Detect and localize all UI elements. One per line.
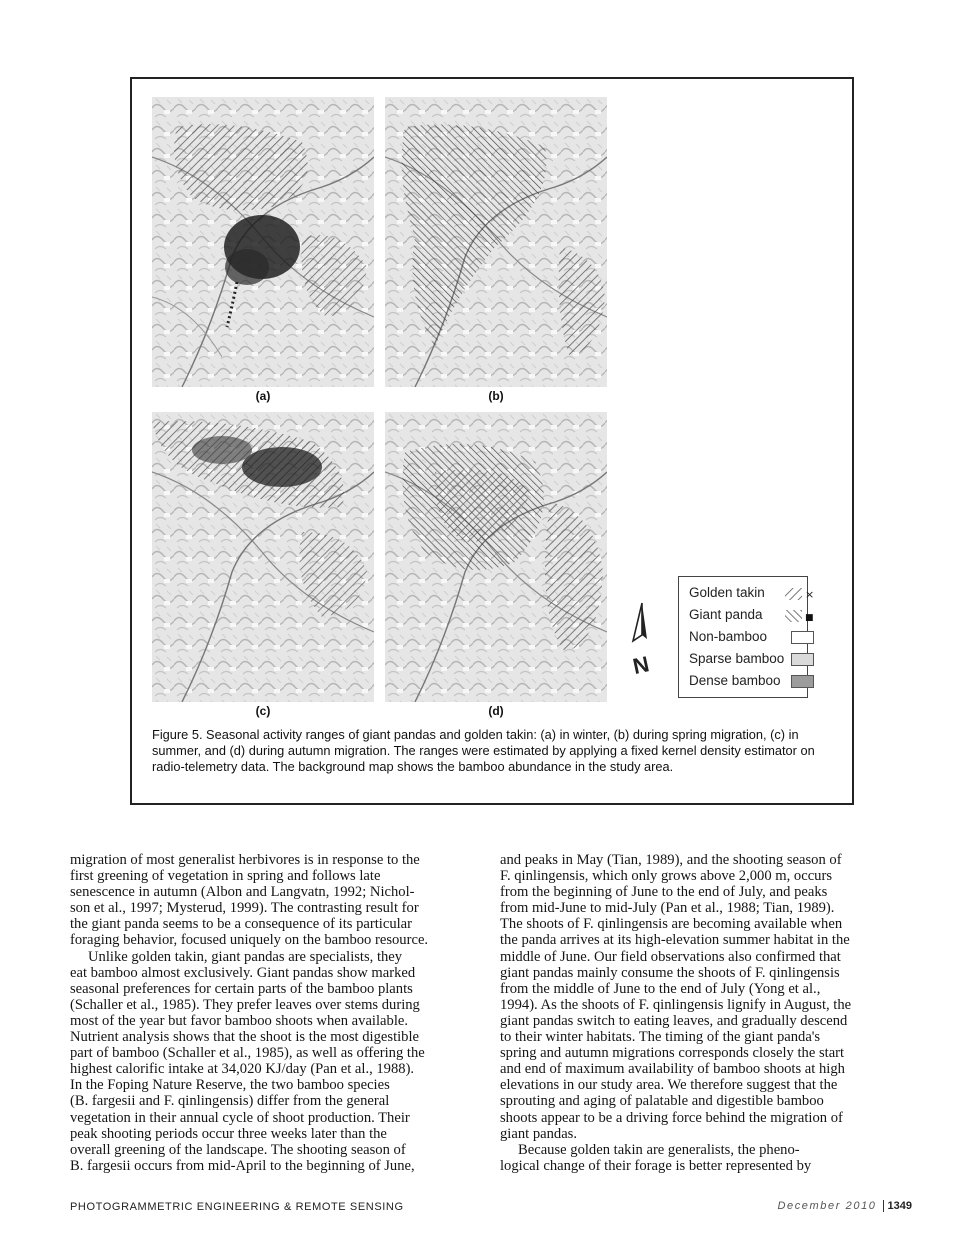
figure-caption: Figure 5. Seasonal activity ranges of giant pandas and golden takin: (a) in winter, (b) during spring migration, (c) in summer, and (d) during autumn migration. The ranges were estimated by applying a fixed kernel density estimator on radio-telemetry data. The background map shows the bamboo abundance in the study area. <box>152 727 815 774</box>
text-line: Nutrient analysis shows that the shoot is the most digestible <box>70 1029 420 1046</box>
text-line: peak shooting periods occur three weeks later than the <box>70 1125 387 1142</box>
text-line: seasonal preferences for certain parts of the bamboo plants <box>70 980 413 997</box>
panda-hatch-swatch <box>785 609 815 628</box>
north-arrow-icon <box>627 601 651 679</box>
text-line: most of the year but favor bamboo shoots when available. <box>70 1012 409 1029</box>
page-number: 1349 <box>883 1200 912 1212</box>
text-line: B. fargesii occurs from mid-April to the beginning of June, <box>70 1157 415 1174</box>
text-line: the giant panda seems to be a consequence of its particular <box>70 916 413 933</box>
text-line: overall greening of the landscape. The shooting season of <box>70 1141 406 1158</box>
map-panel-autumn-migration <box>385 412 607 702</box>
text-line: giant pandas switch to eating leaves, and gradually descend <box>500 1012 848 1029</box>
north-letter: N <box>630 651 651 679</box>
text-line: son et al., 1997; Mysterud, 1999). The contrasting result for <box>70 900 419 917</box>
text-line: F. qinlingensis, which only grows above 2,000 m, occurs <box>500 868 833 885</box>
map-panel-winter <box>152 97 374 387</box>
text-line: giant pandas. <box>500 1125 578 1142</box>
legend-item-giant-panda <box>689 605 814 625</box>
panel-label-a: (a) <box>255 389 271 403</box>
text-line: part of bamboo (Schaller et al., 1985), as well as offering the <box>70 1045 425 1062</box>
issue-date: December 2010 <box>777 1200 877 1212</box>
text-line: first greening of vegetation in spring and follows late <box>70 868 381 885</box>
text-line: (Schaller et al., 1985). They prefer leaves over stems during <box>70 996 420 1013</box>
legend-item-dense-bamboo <box>689 671 809 691</box>
text-line: and end of maximum availability of bamboo shoots at high <box>500 1061 845 1078</box>
text-line: giant pandas mainly consume the shoots of F. qinlingensis <box>500 964 840 981</box>
text-line: highest calorific intake at 34,020 KJ/day (Pan et al., 1988). <box>70 1061 415 1078</box>
legend-label: Dense bamboo <box>689 673 781 688</box>
panel-label-c: (c) <box>255 704 271 718</box>
journal-title: PHOTOGRAMMETRIC ENGINEERING & REMOTE SENSING <box>70 1201 404 1213</box>
text-line: eat bamboo almost exclusively. Giant pandas show marked <box>70 964 416 981</box>
text-line: the panda arrives at its high-elevation summer habitat in the <box>500 932 850 949</box>
legend-item-non-bamboo <box>689 627 809 647</box>
text-line: middle of June. Our field observations also confirmed that <box>500 948 841 965</box>
panel-label-b: (b) <box>488 389 504 403</box>
legend-item-sparse-bamboo <box>689 649 809 669</box>
map-panel-summer <box>152 412 374 702</box>
panel-label-d: (d) <box>488 704 504 718</box>
legend-label: Sparse bamboo <box>689 651 785 666</box>
text-line: from mid-June to mid-July (Pan et al., 1988; Tian, 1989). <box>500 900 835 917</box>
takin-symbol: × <box>805 588 815 601</box>
legend-label: Giant panda <box>689 607 763 622</box>
text-line: Because golden takin are generalists, the pheno- <box>518 1141 800 1158</box>
text-line: The shoots of F. qinlingensis are becoming available when <box>500 916 843 933</box>
non-bamboo-swatch <box>791 631 815 650</box>
legend-label: Golden takin <box>689 585 765 600</box>
text-line: migration of most generalist herbivores is in response to the <box>70 852 420 868</box>
text-line: and peaks in May (Tian, 1989), and the shooting season of <box>500 852 842 868</box>
text-line: sprouting and aging of palatable and digestible bamboo <box>500 1093 824 1110</box>
takin-hatch-swatch <box>785 587 815 606</box>
figure-5 <box>130 77 854 805</box>
text-line: spring and autumn migrations corresponds closely the start <box>500 1045 845 1062</box>
body-column-left <box>70 852 482 1174</box>
text-line: logical change of their forage is better represented by <box>500 1157 812 1174</box>
page-footer <box>777 1200 912 1212</box>
text-line: to their winter habitats. The timing of the giant panda's <box>500 1029 821 1046</box>
text-line: from the beginning of June to the end of July, and peaks <box>500 884 828 901</box>
text-line: senescence in autumn (Albon and Langvatn, 1992; Nichol- <box>70 884 415 901</box>
sparse-bamboo-swatch <box>791 653 815 672</box>
legend-label: Non-bamboo <box>689 629 768 644</box>
text-line: (B. fargesii and F. qinlingensis) differ from the general <box>70 1093 390 1110</box>
text-line: elevations in our study area. We therefore suggest that the <box>500 1077 838 1094</box>
text-line: foraging behavior, focused uniquely on the bamboo resource. <box>70 932 429 949</box>
dense-bamboo-swatch <box>791 675 815 694</box>
legend-item-golden-takin <box>689 583 815 603</box>
text-line: 1994). As the shoots of F. qinlingensis lignify in August, the <box>500 996 852 1013</box>
body-column-right <box>500 852 912 1174</box>
text-line: In the Foping Nature Reserve, the two bamboo species <box>70 1077 390 1094</box>
text-line: Unlike golden takin, giant pandas are specialists, they <box>88 948 403 965</box>
map-panel-spring-migration <box>385 97 607 387</box>
text-line: vegetation in their annual cycle of shoot production. Their <box>70 1109 410 1126</box>
panda-symbol: ■ <box>805 613 814 623</box>
text-line: shoots appear to be a driving force behind the migration of <box>500 1109 843 1126</box>
text-line: from the middle of June to the end of July (Yong et al., <box>500 980 821 997</box>
map-legend <box>678 576 815 698</box>
